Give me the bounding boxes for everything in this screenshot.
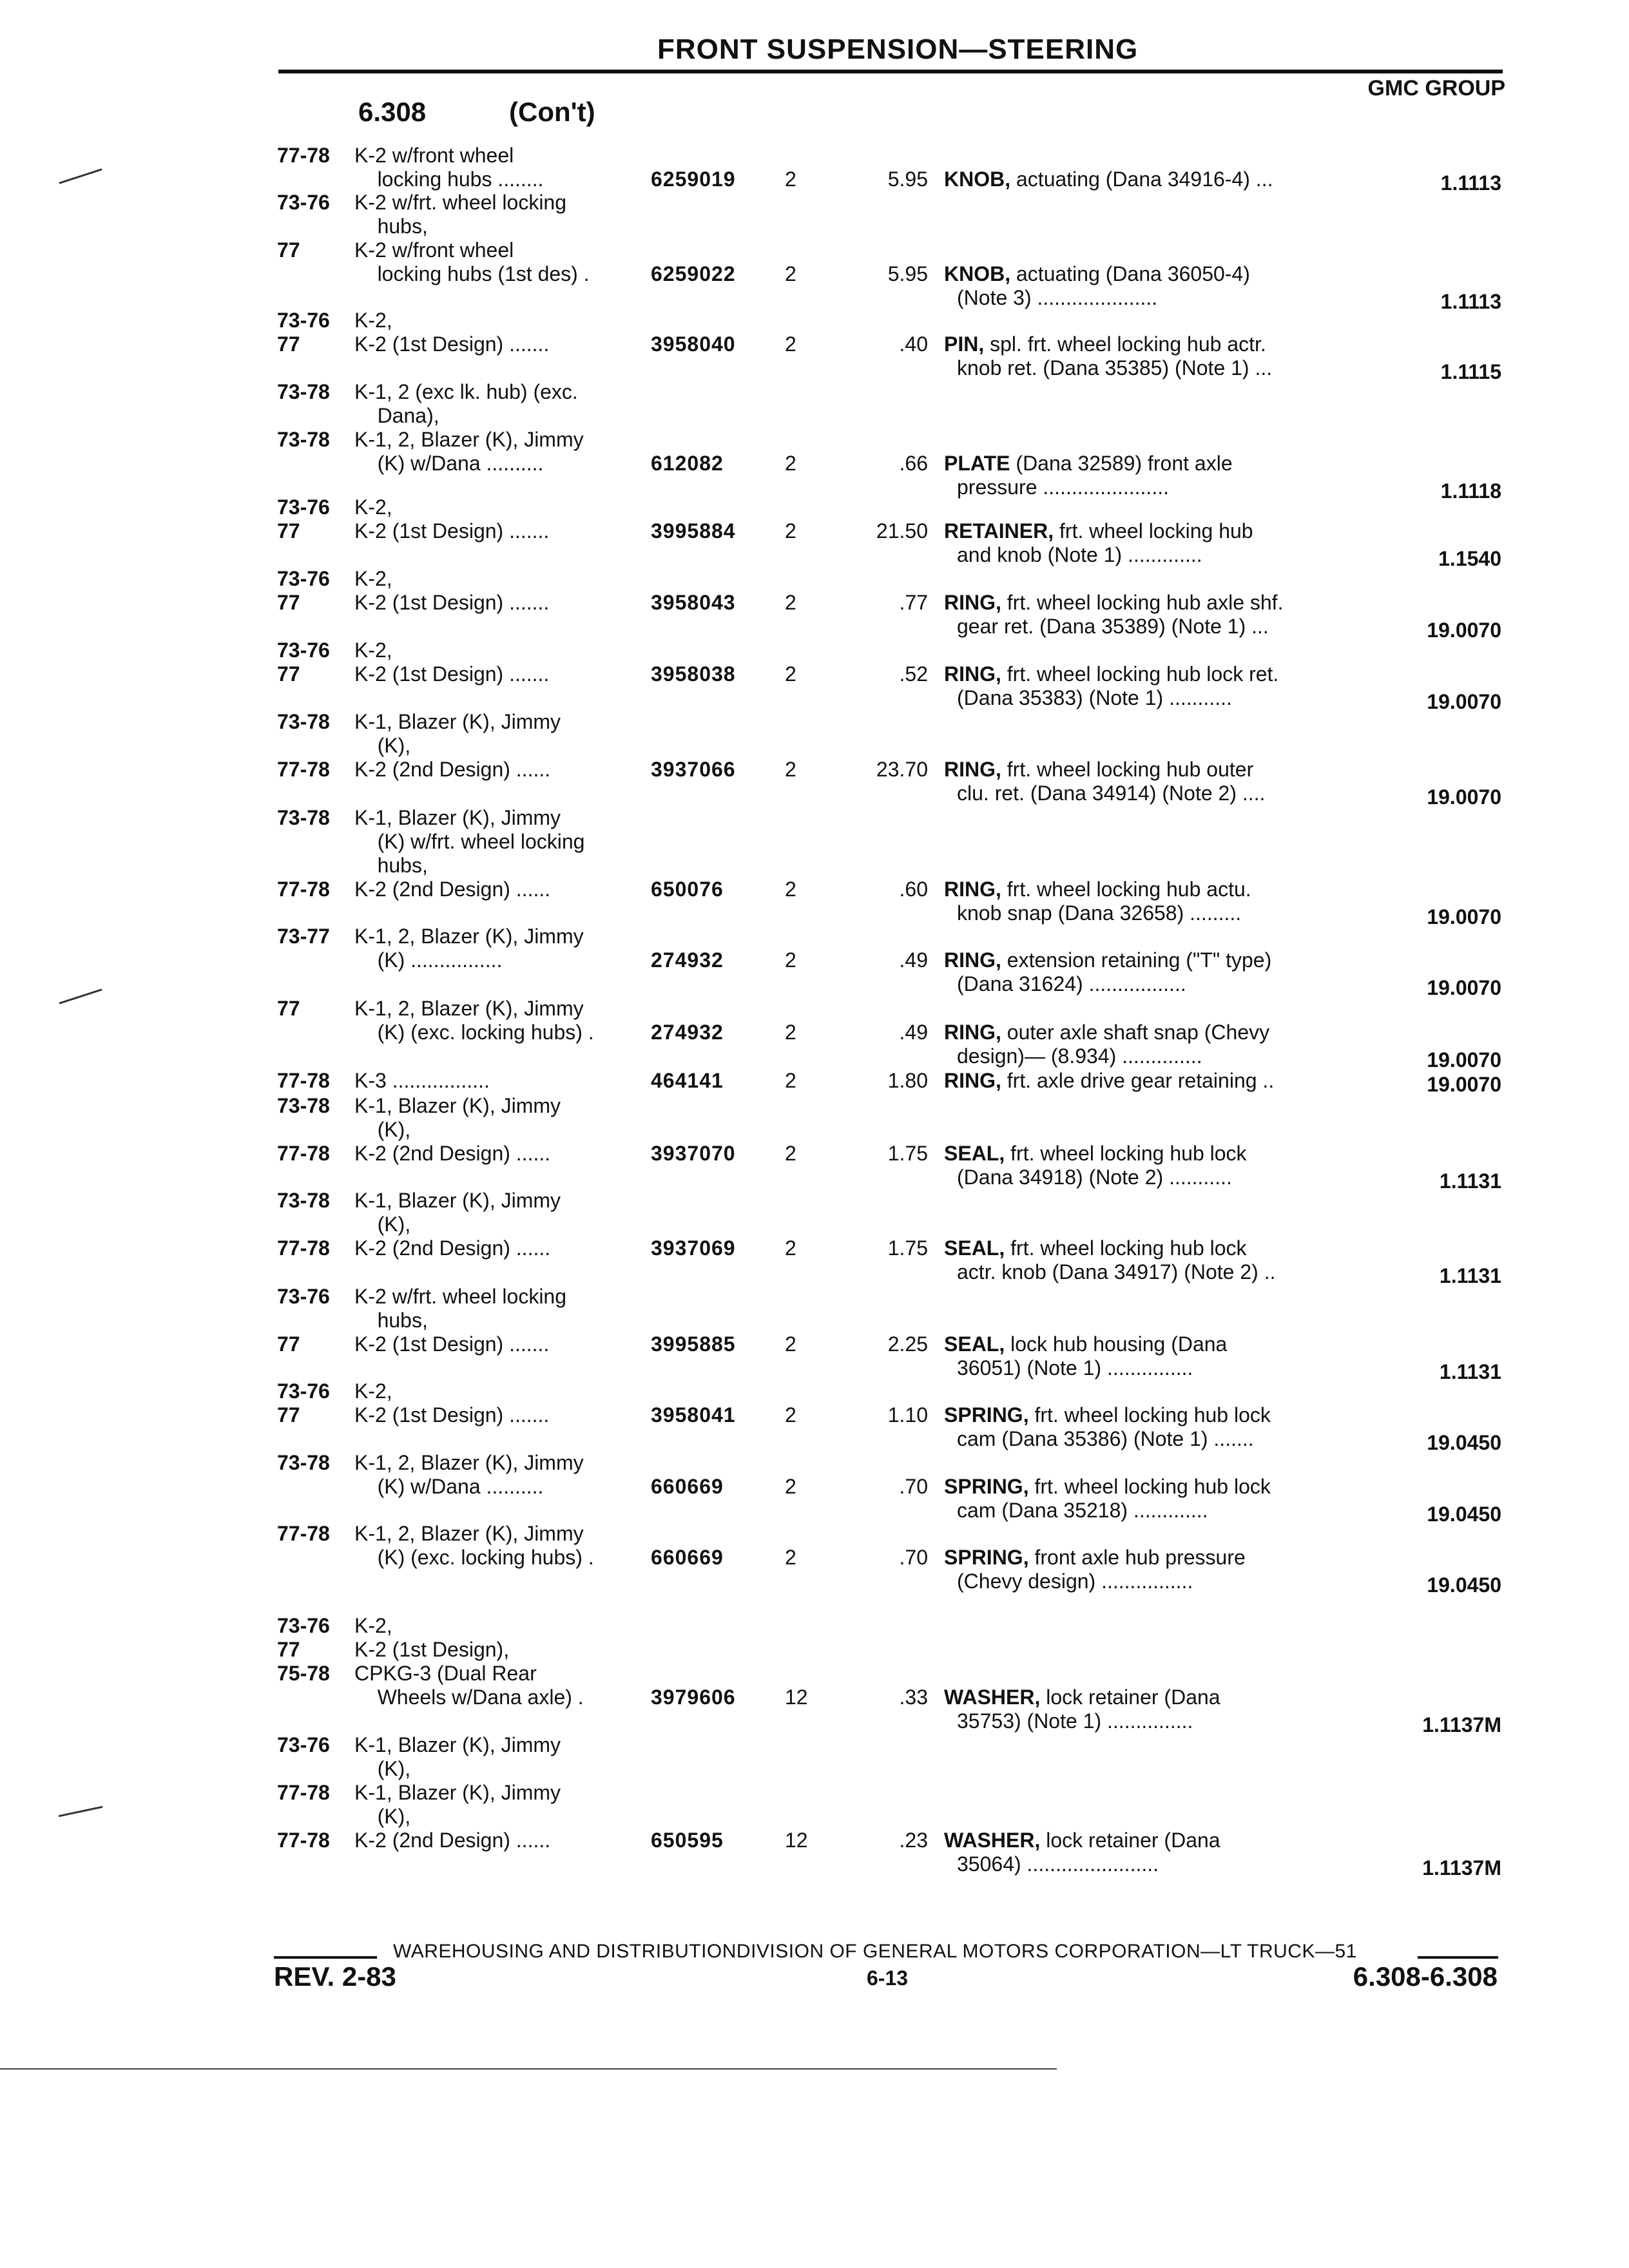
quantity: 2 <box>785 519 796 543</box>
application-description: K-2 (1st Design) ....... <box>354 1403 550 1427</box>
price: .23 <box>899 1829 928 1852</box>
application-description: K-1, 2, Blazer (K), Jimmy <box>354 1522 584 1545</box>
model-years: 75-78 <box>277 1662 330 1685</box>
model-years: 73-76 <box>277 191 330 214</box>
part-description: PIN, spl. frt. wheel locking hub actr. <box>944 332 1266 356</box>
part-description: KNOB, actuating (Dana 34916-4) ... <box>944 168 1273 191</box>
part-name: SPRING, <box>944 1546 1029 1569</box>
part-description-continued: design)— (8.934) .............. <box>957 1044 1202 1068</box>
group-reference: 1.1137M <box>1422 1713 1501 1736</box>
application-description: locking hubs (1st des) . <box>354 262 590 285</box>
group-reference: 1.1113 <box>1440 290 1501 313</box>
part-description-continued: (Chevy design) ................ <box>957 1570 1193 1593</box>
part-description-continued: knob snap (Dana 32658) ......... <box>957 901 1242 925</box>
model-years: 77-78 <box>277 878 330 901</box>
part-description: RING, frt. wheel locking hub actu. <box>944 878 1251 901</box>
part-description-continued: (Dana 35383) (Note 1) ........... <box>957 686 1232 709</box>
application-description: K-2 (1st Design) ....... <box>354 1332 550 1356</box>
quantity: 2 <box>785 1475 796 1498</box>
application-description: K-1, 2, Blazer (K), Jimmy <box>354 997 584 1020</box>
part-description: SPRING, front axle hub pressure <box>944 1546 1246 1569</box>
model-years: 77 <box>277 997 300 1020</box>
part-description-continued: pressure ...................... <box>957 476 1169 499</box>
application-description: K-2 (2nd Design) ...... <box>354 878 551 901</box>
application-description: K-1, Blazer (K), Jimmy <box>354 1733 561 1756</box>
application-description: K-2 (1st Design) ....... <box>354 662 550 686</box>
application-description: K-1, Blazer (K), Jimmy <box>354 1189 561 1212</box>
application-description: K-2 (1st Design) ....... <box>354 591 550 614</box>
model-years: 73-76 <box>277 567 330 590</box>
part-name: KNOB, <box>944 168 1011 191</box>
quantity: 12 <box>785 1686 808 1709</box>
part-description: RETAINER, frt. wheel locking hub <box>944 519 1253 543</box>
model-years: 73-76 <box>277 309 330 332</box>
part-number: 3937069 <box>651 1236 736 1260</box>
application-description: K-2 w/front wheel <box>354 238 514 262</box>
application-description: (K), <box>354 1757 411 1780</box>
group-reference: 1.1118 <box>1440 479 1501 503</box>
part-number: 660669 <box>651 1546 724 1569</box>
group-reference: 19.0450 <box>1427 1573 1501 1597</box>
model-years: 73-76 <box>277 639 330 662</box>
group-reference: 1.1131 <box>1439 1264 1501 1287</box>
application-description: hubs, <box>354 1309 428 1332</box>
application-description: (K) w/frt. wheel locking <box>354 830 585 853</box>
part-number: 274932 <box>651 1021 724 1044</box>
application-description: locking hubs ........ <box>354 168 544 191</box>
part-description: SEAL, frt. wheel locking hub lock <box>944 1142 1247 1165</box>
price: 1.75 <box>887 1142 928 1165</box>
part-description-continued: 35064) ....................... <box>957 1852 1159 1876</box>
application-description: K-2 (1st Design) ....... <box>354 519 550 543</box>
part-description-continued: and knob (Note 1) ............. <box>957 543 1202 566</box>
application-description: K-1, Blazer (K), Jimmy <box>354 806 561 829</box>
part-number: 650076 <box>651 878 724 901</box>
part-description-continued: clu. ret. (Dana 34914) (Note 2) .... <box>957 782 1266 805</box>
part-name: SPRING, <box>944 1403 1029 1427</box>
part-description-continued: actr. knob (Dana 34917) (Note 2) .. <box>957 1260 1276 1283</box>
part-name: SEAL, <box>944 1142 1005 1165</box>
section-continued: (Con't) <box>509 97 595 127</box>
price: .70 <box>899 1546 928 1569</box>
application-description: K-2 w/front wheel <box>354 144 514 167</box>
model-years: 73-78 <box>277 1094 330 1117</box>
application-description: Wheels w/Dana axle) . <box>354 1686 584 1709</box>
application-description: hubs, <box>354 215 428 238</box>
group-reference: 19.0070 <box>1427 905 1501 928</box>
application-description: K-1, Blazer (K), Jimmy <box>354 1781 561 1804</box>
quantity: 2 <box>785 332 796 356</box>
part-name: RING, <box>944 948 1001 972</box>
model-years: 77 <box>277 332 300 356</box>
part-name: RING, <box>944 758 1001 781</box>
quantity: 2 <box>785 262 796 285</box>
revision-label: REV. 2-83 <box>274 1961 396 1992</box>
model-years: 73-76 <box>277 1733 330 1756</box>
model-years: 73-78 <box>277 428 330 451</box>
price: .49 <box>899 1021 928 1044</box>
part-number: 3995885 <box>651 1332 736 1356</box>
part-description: RING, frt. wheel locking hub outer <box>944 758 1254 781</box>
part-number: 3937066 <box>651 758 736 781</box>
part-description: WASHER, lock retainer (Dana <box>944 1686 1220 1709</box>
model-years: 77-78 <box>277 1236 330 1260</box>
part-number: 3958043 <box>651 591 736 614</box>
header-rule <box>278 70 1503 73</box>
part-name: RING, <box>944 1021 1001 1044</box>
quantity: 2 <box>785 1403 796 1427</box>
quantity: 2 <box>785 1142 796 1165</box>
application-description: (K) w/Dana .......... <box>354 452 544 475</box>
part-name: WASHER, <box>944 1686 1041 1709</box>
binder-hole-mark <box>59 988 102 1004</box>
application-description: (K) ................ <box>354 948 503 972</box>
part-description: WASHER, lock retainer (Dana <box>944 1829 1220 1852</box>
part-description-continued: (Dana 34918) (Note 2) ........... <box>957 1166 1232 1189</box>
application-description: Dana), <box>354 404 439 427</box>
group-reference: 1.1113 <box>1440 171 1501 195</box>
application-description: (K), <box>354 1805 411 1828</box>
section-number: 6.308 <box>358 97 427 127</box>
part-description: RING, frt. axle drive gear retaining .. <box>944 1069 1275 1092</box>
footer-rule-left <box>274 1956 377 1959</box>
price: .70 <box>899 1475 928 1498</box>
part-description: SEAL, frt. wheel locking hub lock <box>944 1236 1247 1260</box>
part-description: SEAL, lock hub housing (Dana <box>944 1332 1228 1356</box>
page-number: 6-13 <box>867 1966 909 1990</box>
quantity: 2 <box>785 1236 796 1260</box>
model-years: 73-78 <box>277 710 330 733</box>
application-description: K-3 ................. <box>354 1069 490 1092</box>
part-description: RING, frt. wheel locking hub lock ret. <box>944 662 1279 686</box>
price: .60 <box>899 878 928 901</box>
quantity: 2 <box>785 1021 796 1044</box>
group-reference: 1.1115 <box>1440 360 1501 383</box>
model-years: 73-77 <box>277 925 330 948</box>
part-name: PIN, <box>944 332 985 356</box>
application-description: (K) w/Dana .......... <box>354 1475 544 1498</box>
part-description-continued: cam (Dana 35218) ............. <box>957 1499 1208 1522</box>
application-description: K-2, <box>354 639 392 662</box>
model-years: 77-78 <box>277 758 330 781</box>
price: 2.25 <box>887 1332 928 1356</box>
part-number: 6259019 <box>651 168 736 191</box>
quantity: 2 <box>785 1332 796 1356</box>
model-years: 73-76 <box>277 1285 330 1308</box>
part-description: RING, frt. wheel locking hub axle shf. <box>944 591 1284 614</box>
part-number: 274932 <box>651 948 724 972</box>
model-years: 77-78 <box>277 1781 330 1804</box>
part-number: 660669 <box>651 1475 724 1498</box>
part-name: PLATE <box>944 452 1010 475</box>
application-description: K-2 (1st Design), <box>354 1638 510 1661</box>
group-reference: 1.1131 <box>1439 1169 1501 1193</box>
part-name: SEAL, <box>944 1332 1005 1356</box>
price: .66 <box>899 452 928 475</box>
part-number: 3958038 <box>651 662 736 686</box>
quantity: 2 <box>785 1546 796 1569</box>
model-years: 77 <box>277 1403 300 1427</box>
part-number: 3979606 <box>651 1686 736 1709</box>
part-description-continued: 36051) (Note 1) ............... <box>957 1356 1193 1379</box>
application-description: K-1, 2, Blazer (K), Jimmy <box>354 428 584 451</box>
application-description: K-2, <box>354 309 392 332</box>
part-description-continued: 35753) (Note 1) ............... <box>957 1709 1193 1733</box>
group-reference: 1.1540 <box>1438 547 1501 570</box>
part-number: 3937070 <box>651 1142 736 1165</box>
application-description: K-1, 2 (exc lk. hub) (exc. <box>354 380 578 403</box>
part-description: RING, outer axle shaft snap (Chevy <box>944 1021 1270 1044</box>
group-reference: 1.1137M <box>1422 1856 1501 1879</box>
application-description: K-2 (2nd Design) ...... <box>354 1142 551 1165</box>
quantity: 2 <box>785 878 796 901</box>
application-description: K-2, <box>354 1614 392 1637</box>
application-description: K-1, 2, Blazer (K), Jimmy <box>354 925 584 948</box>
model-years: 77 <box>277 238 300 262</box>
part-number: 3958041 <box>651 1403 736 1427</box>
group-reference: 19.0450 <box>1427 1503 1501 1526</box>
part-number: 6259022 <box>651 262 736 285</box>
model-years: 77-78 <box>277 1829 330 1852</box>
application-description: K-1, 2, Blazer (K), Jimmy <box>354 1451 584 1474</box>
price: 23.70 <box>876 758 928 781</box>
part-description-continued: knob ret. (Dana 35385) (Note 1) ... <box>957 356 1273 380</box>
model-years: 77 <box>277 519 300 543</box>
price: 21.50 <box>876 519 928 543</box>
model-years: 77 <box>277 662 300 686</box>
part-description: SPRING, frt. wheel locking hub lock <box>944 1403 1271 1427</box>
quantity: 2 <box>785 758 796 781</box>
price: .33 <box>899 1686 928 1709</box>
model-years: 73-78 <box>277 806 330 829</box>
application-description: K-2, <box>354 1379 392 1403</box>
model-years: 77 <box>277 591 300 614</box>
application-description: K-1, Blazer (K), Jimmy <box>354 1094 561 1117</box>
part-number: 650595 <box>651 1829 724 1852</box>
part-description: SPRING, frt. wheel locking hub lock <box>944 1475 1271 1498</box>
quantity: 2 <box>785 591 796 614</box>
scan-edge-line <box>0 2068 1057 2070</box>
group-reference: 19.0070 <box>1427 785 1501 809</box>
application-description: K-2 w/frt. wheel locking <box>354 1285 567 1308</box>
application-description: K-1, Blazer (K), Jimmy <box>354 710 561 733</box>
group-reference: 19.0070 <box>1427 1048 1501 1072</box>
group-reference: 19.0450 <box>1427 1431 1501 1454</box>
part-number: 612082 <box>651 452 724 475</box>
part-description-continued: cam (Dana 35386) (Note 1) ....... <box>957 1427 1254 1450</box>
application-description: (K), <box>354 1118 411 1141</box>
binder-hole-mark <box>59 168 102 184</box>
model-years: 73-78 <box>277 1189 330 1212</box>
part-name: RING, <box>944 662 1001 686</box>
application-description: K-2 (1st Design) ....... <box>354 332 550 356</box>
application-description: CPKG-3 (Dual Rear <box>354 1662 537 1685</box>
application-description: (K) (exc. locking hubs) . <box>354 1021 594 1044</box>
part-description-continued: (Note 3) ..................... <box>957 286 1158 309</box>
part-name: RING, <box>944 878 1001 901</box>
application-description: K-2 w/frt. wheel locking <box>354 191 567 214</box>
section-range: 6.308-6.308 <box>1353 1961 1498 1992</box>
price: .40 <box>899 332 928 356</box>
group-reference: 1.1131 <box>1439 1360 1501 1383</box>
group-reference: 19.0070 <box>1427 1073 1501 1096</box>
part-name: WASHER, <box>944 1829 1041 1852</box>
model-years: 77-78 <box>277 1142 330 1165</box>
price: 1.10 <box>887 1403 928 1427</box>
model-years: 77-78 <box>277 144 330 167</box>
footer-rule-right <box>1418 1956 1498 1959</box>
binder-hole-mark <box>58 1806 102 1817</box>
group-reference: 19.0070 <box>1427 619 1501 642</box>
part-name: SPRING, <box>944 1475 1029 1498</box>
quantity: 2 <box>785 948 796 972</box>
application-description: (K), <box>354 734 411 757</box>
group-label: GMC GROUP <box>1367 76 1505 101</box>
application-description: hubs, <box>354 854 428 877</box>
model-years: 77-78 <box>277 1069 330 1092</box>
part-description-continued: gear ret. (Dana 35389) (Note 1) ... <box>957 615 1269 638</box>
quantity: 2 <box>785 1069 796 1092</box>
part-description: PLATE (Dana 32589) front axle <box>944 452 1233 475</box>
model-years: 77-78 <box>277 1522 330 1545</box>
model-years: 73-76 <box>277 495 330 519</box>
price: .52 <box>899 662 928 686</box>
part-number: 3958040 <box>651 332 736 356</box>
model-years: 73-76 <box>277 1379 330 1403</box>
price: 5.95 <box>887 168 928 191</box>
price: 5.95 <box>887 262 928 285</box>
part-name: RING, <box>944 591 1001 614</box>
model-years: 73-78 <box>277 380 330 403</box>
part-description: RING, extension retaining ("T" type) <box>944 948 1272 972</box>
group-reference: 19.0070 <box>1427 976 1501 999</box>
price: .49 <box>899 948 928 972</box>
application-description: K-2 (2nd Design) ...... <box>354 1236 551 1260</box>
application-description: (K) (exc. locking hubs) . <box>354 1546 594 1569</box>
application-description: K-2, <box>354 567 392 590</box>
part-number: 3995884 <box>651 519 736 543</box>
model-years: 77 <box>277 1638 300 1661</box>
quantity: 12 <box>785 1829 808 1852</box>
part-name: RETAINER, <box>944 519 1054 543</box>
page-title: FRONT SUSPENSION—STEERING <box>657 34 1139 65</box>
application-description: (K), <box>354 1213 411 1236</box>
group-reference: 19.0070 <box>1427 690 1501 713</box>
application-description: K-2, <box>354 495 392 519</box>
application-description: K-2 (2nd Design) ...... <box>354 758 551 781</box>
part-number: 464141 <box>651 1069 724 1092</box>
quantity: 2 <box>785 452 796 475</box>
price: .77 <box>899 591 928 614</box>
quantity: 2 <box>785 168 796 191</box>
part-name: KNOB, <box>944 262 1011 285</box>
model-years: 73-76 <box>277 1614 330 1637</box>
application-description: K-2 (2nd Design) ...... <box>354 1829 551 1852</box>
footer-text: WAREHOUSING AND DISTRIBUTIONDIVISION OF GENERAL MOTORS CORPORATION—LT TRUCK—51 <box>393 1941 1357 1962</box>
part-description: KNOB, actuating (Dana 36050-4) <box>944 262 1250 285</box>
price: 1.75 <box>887 1236 928 1260</box>
part-name: SEAL, <box>944 1236 1005 1260</box>
model-years: 77 <box>277 1332 300 1356</box>
part-name: RING, <box>944 1069 1001 1092</box>
part-description-continued: (Dana 31624) ................. <box>957 972 1186 995</box>
quantity: 2 <box>785 662 796 686</box>
model-years: 73-78 <box>277 1451 330 1474</box>
price: 1.80 <box>887 1069 928 1092</box>
